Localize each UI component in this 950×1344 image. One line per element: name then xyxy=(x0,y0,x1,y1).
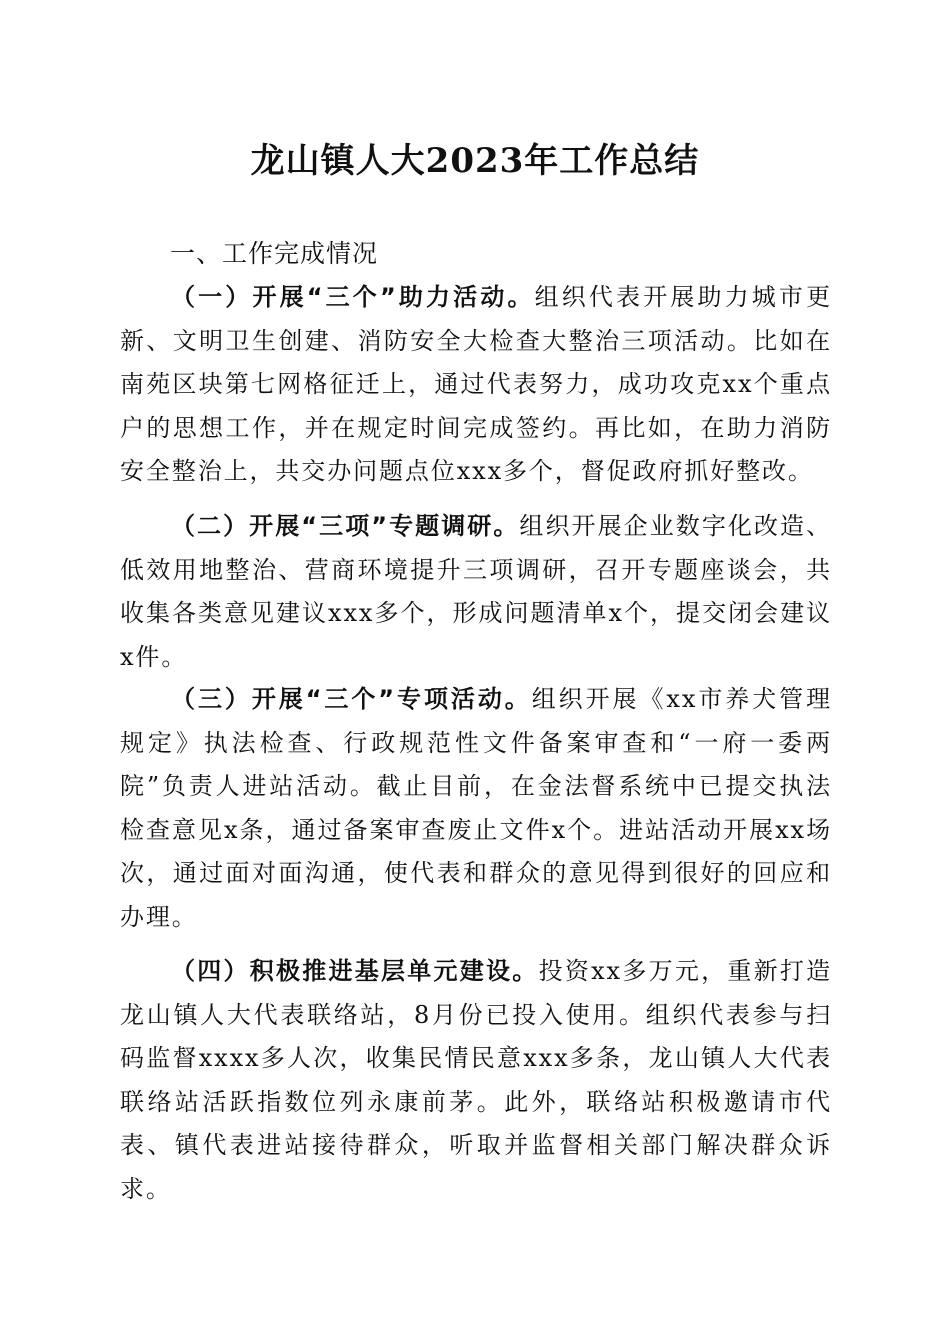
paragraph-body: 组织开展企业数字化改造、低效用地整治、营商环境提升三项调研，召开专题座谈会，共收集各类意见建议xxx多个，形成问题清单x个，提交闭会建议x件。 xyxy=(120,512,832,671)
paragraph-body: 组织代表开展助力城市更新、文明卫生创建、消防安全大检查大整治三项活动。比如在南苑区块第七网格征迁上，通过代表努力，成功攻克xx个重点户的思想工作，并在规定时间完成签约。再比如，在助力消防安全整治上，共交办问题点位xxx多个，督促政府抓好整改。 xyxy=(120,283,832,486)
paragraph-body: 组织开展《xx市养犬管理规定》执法检查、行政规范性文件备案审查和“一府一委两院”负责人进站活动。截止目前，在金法督系统中已提交执法检查意见x条，通过备案审查废止文件x个。进站活动开展xx场次，通过面对面沟通，使代表和群众的意见得到很好的回应和办理。 xyxy=(120,685,832,931)
paragraph-lead: （四）积极推进基层单元建设。 xyxy=(171,957,539,985)
document-title: 龙山镇人大2023年工作总结 xyxy=(250,141,700,181)
paragraph-lead: （一）开展“三个”助力活动。 xyxy=(171,283,535,311)
paragraph-3 xyxy=(120,678,832,940)
section-heading: 一、工作完成情况 xyxy=(170,239,379,268)
paragraph-lead: （三）开展“三个”专项活动。 xyxy=(171,685,532,713)
paragraph-4 xyxy=(120,950,832,1212)
paragraph-1 xyxy=(120,276,832,494)
paragraph-2 xyxy=(120,505,832,679)
paragraph-lead: （二）开展“三项”专题调研。 xyxy=(171,512,520,540)
paragraph-body: 投资xx多万元，重新打造龙山镇人大代表联络站，8月份已投入使用。组织代表参与扫码监督xxxx多人次，收集民情民意xxx多条，龙山镇人大代表联络站活跃指数位列永康前茅。此外，联络站积极邀请市代表、镇代表进站接待群众，听取并监督相关部门解决群众诉求。 xyxy=(120,957,832,1203)
